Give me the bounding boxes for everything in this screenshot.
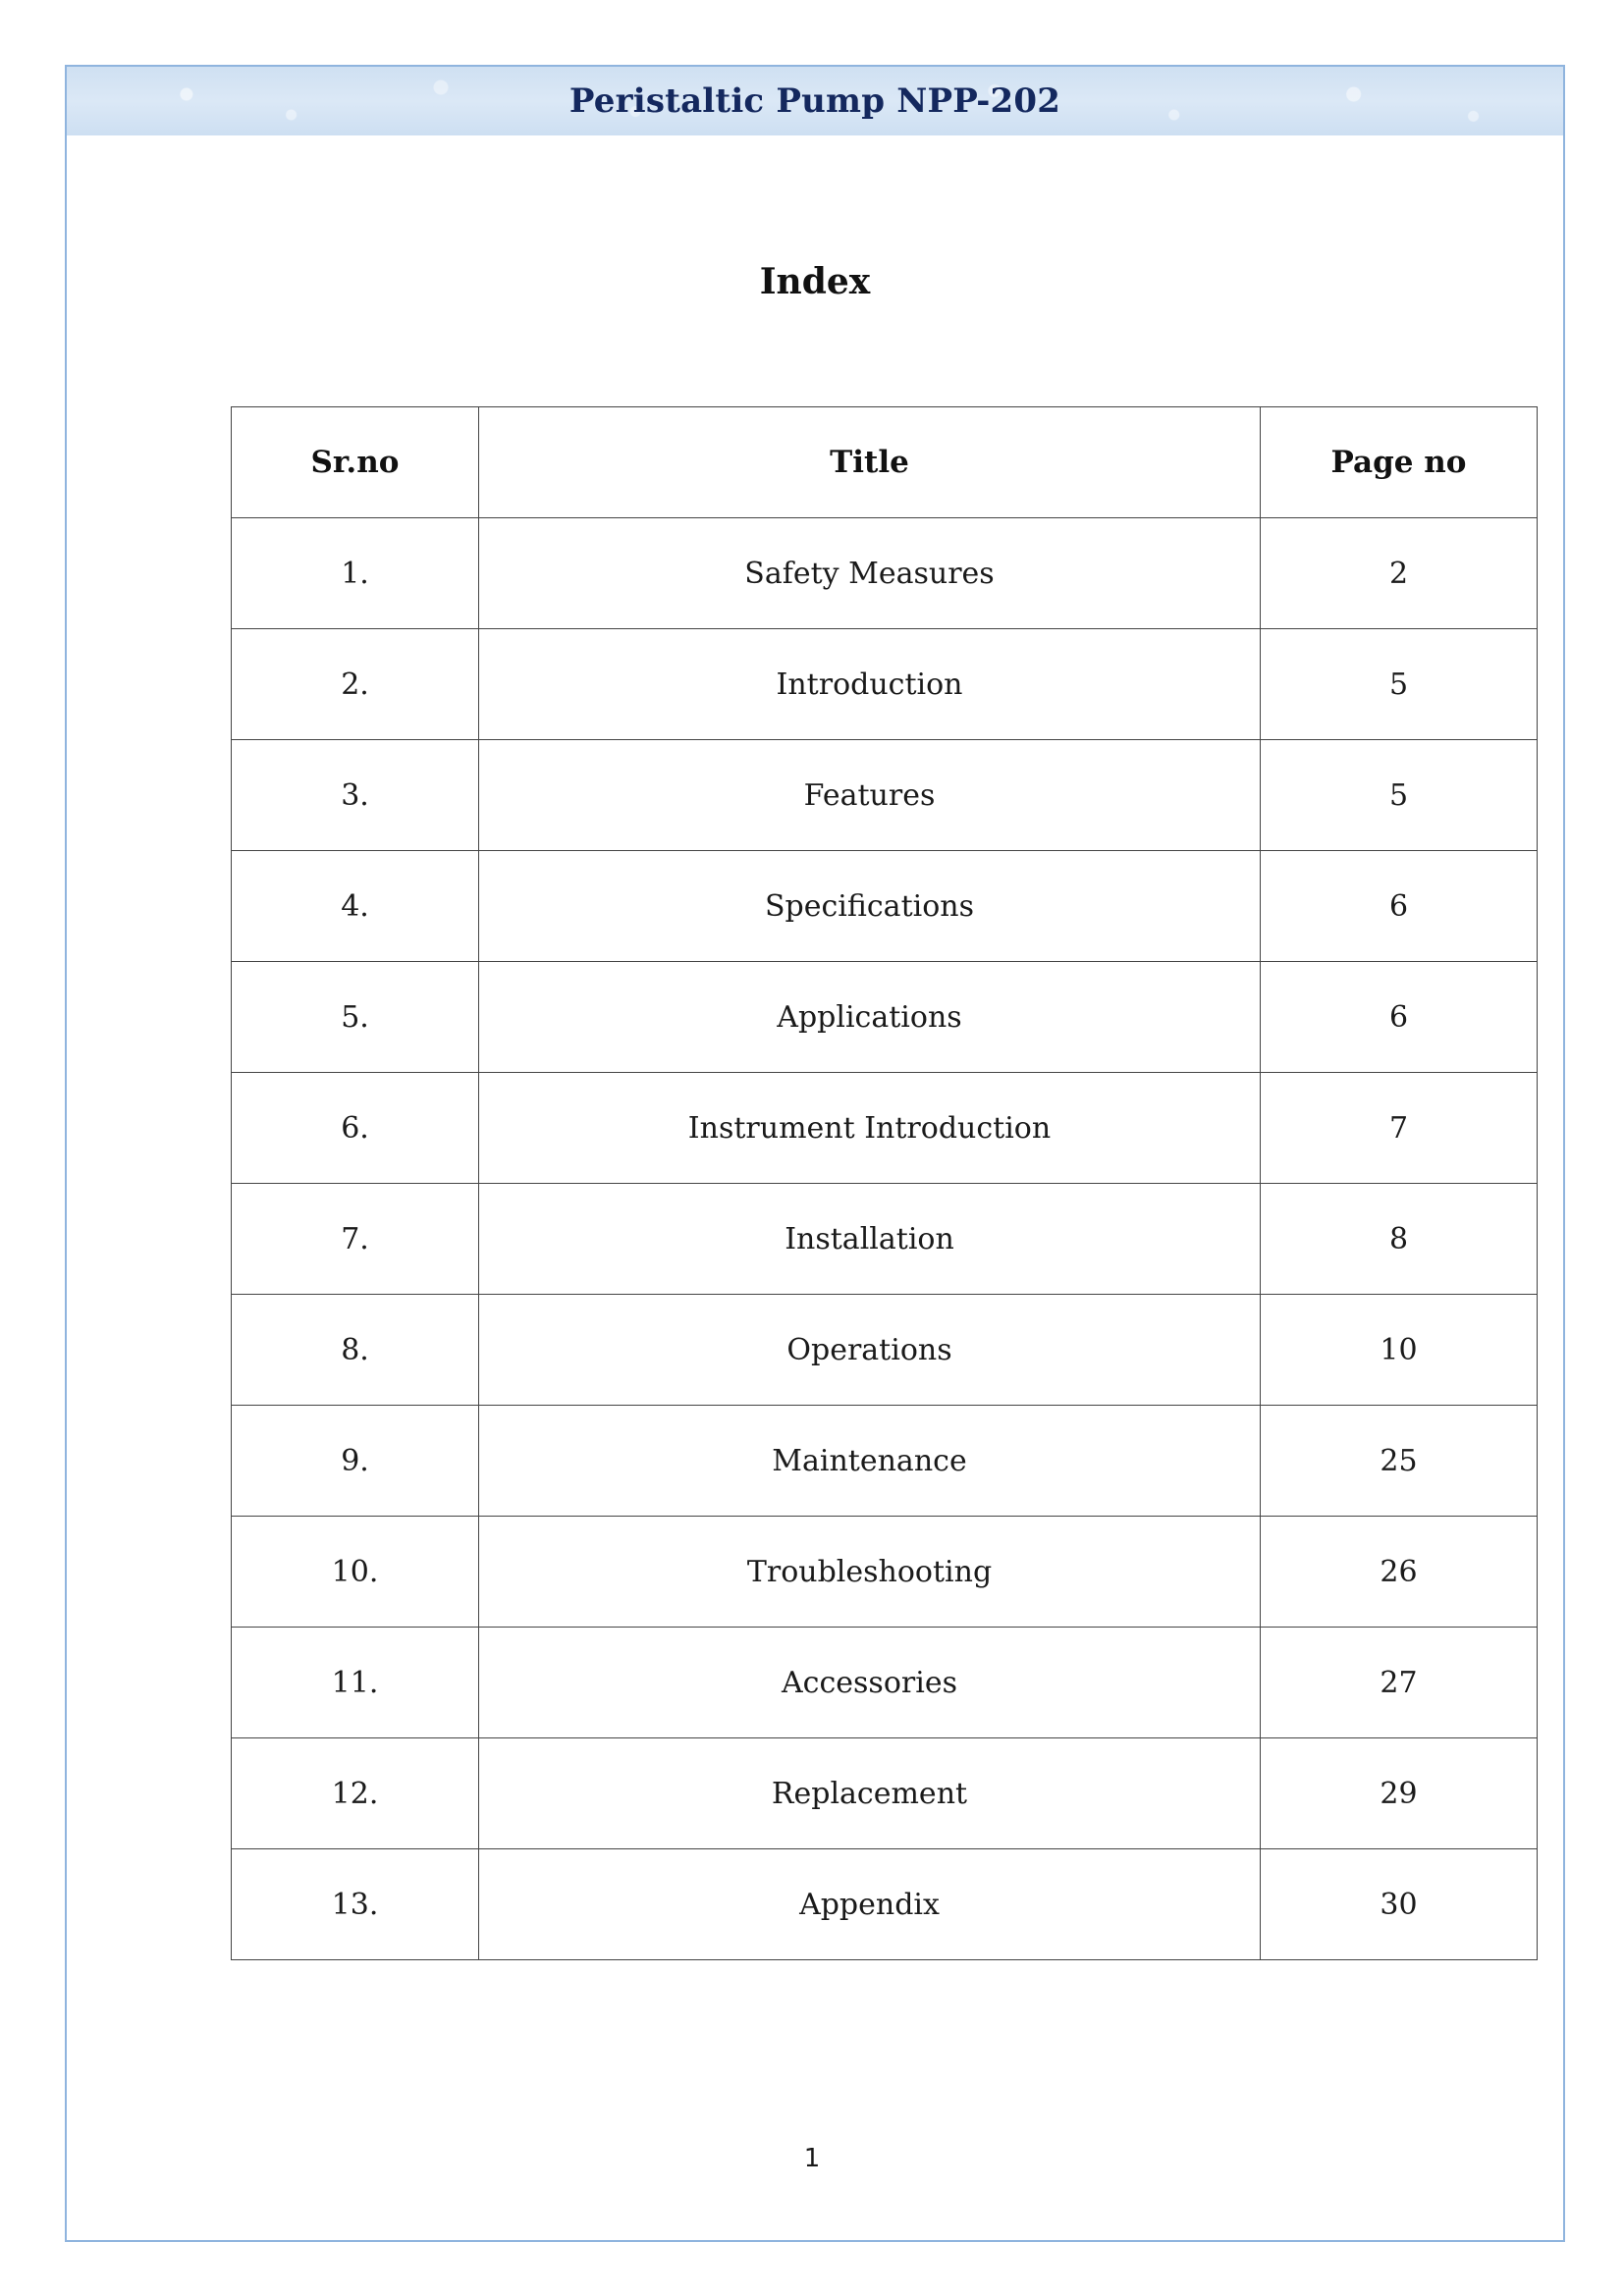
sr-no-cell: 3. — [232, 740, 479, 851]
title-cell: Safety Measures — [479, 518, 1261, 629]
table-row — [232, 1073, 1538, 1184]
table-row — [232, 962, 1538, 1073]
index-table — [231, 406, 1538, 1960]
table-row — [232, 1184, 1538, 1295]
page-no-cell: 5 — [1261, 629, 1538, 740]
page-no-cell: 25 — [1261, 1406, 1538, 1517]
page-number: 1 — [803, 2144, 821, 2173]
table-row — [232, 518, 1538, 629]
page-no-cell: 7 — [1261, 1073, 1538, 1184]
page-no-cell: 26 — [1261, 1517, 1538, 1628]
column-header-title: Title — [479, 407, 1261, 518]
page-no-cell: 8 — [1261, 1184, 1538, 1295]
title-cell: Installation — [479, 1184, 1261, 1295]
sr-no-cell: 6. — [232, 1073, 479, 1184]
title-cell: Appendix — [479, 1849, 1261, 1960]
sr-no-cell: 12. — [232, 1738, 479, 1849]
title-cell: Accessories — [479, 1628, 1261, 1738]
table-row — [232, 1517, 1538, 1628]
column-header-sr-no: Sr.no — [232, 407, 479, 518]
sr-no-cell: 5. — [232, 962, 479, 1073]
header-band — [67, 67, 1563, 135]
sr-no-cell: 9. — [232, 1406, 479, 1517]
table-row — [232, 1406, 1538, 1517]
title-cell: Operations — [479, 1295, 1261, 1406]
title-cell: Specifications — [479, 851, 1261, 962]
table-row — [232, 629, 1538, 740]
title-cell: Troubleshooting — [479, 1517, 1261, 1628]
title-cell: Applications — [479, 962, 1261, 1073]
title-cell: Maintenance — [479, 1406, 1261, 1517]
page-no-cell: 27 — [1261, 1628, 1538, 1738]
page-no-cell: 30 — [1261, 1849, 1538, 1960]
sr-no-cell: 10. — [232, 1517, 479, 1628]
sr-no-cell: 1. — [232, 518, 479, 629]
table-row — [232, 1628, 1538, 1738]
title-cell: Introduction — [479, 629, 1261, 740]
document-title: Peristaltic Pump NPP-202 — [568, 81, 1061, 121]
sr-no-cell: 4. — [232, 851, 479, 962]
sr-no-cell: 2. — [232, 629, 479, 740]
table-row — [232, 1849, 1538, 1960]
sr-no-cell: 13. — [232, 1849, 479, 1960]
sr-no-cell: 8. — [232, 1295, 479, 1406]
page-no-cell: 5 — [1261, 740, 1538, 851]
table-row — [232, 851, 1538, 962]
index-heading: Index — [759, 261, 871, 302]
page-no-cell: 6 — [1261, 962, 1538, 1073]
title-cell: Replacement — [479, 1738, 1261, 1849]
page-no-cell: 10 — [1261, 1295, 1538, 1406]
title-cell: Features — [479, 740, 1261, 851]
sr-no-cell: 7. — [232, 1184, 479, 1295]
column-header-page-no: Page no — [1261, 407, 1538, 518]
page-no-cell: 29 — [1261, 1738, 1538, 1849]
page-no-cell: 2 — [1261, 518, 1538, 629]
page-frame — [65, 65, 1565, 2242]
table-header-row — [232, 407, 1538, 518]
table-row — [232, 1738, 1538, 1849]
page-no-cell: 6 — [1261, 851, 1538, 962]
sr-no-cell: 11. — [232, 1628, 479, 1738]
table-row — [232, 740, 1538, 851]
table-row — [232, 1295, 1538, 1406]
title-cell: Instrument Introduction — [479, 1073, 1261, 1184]
